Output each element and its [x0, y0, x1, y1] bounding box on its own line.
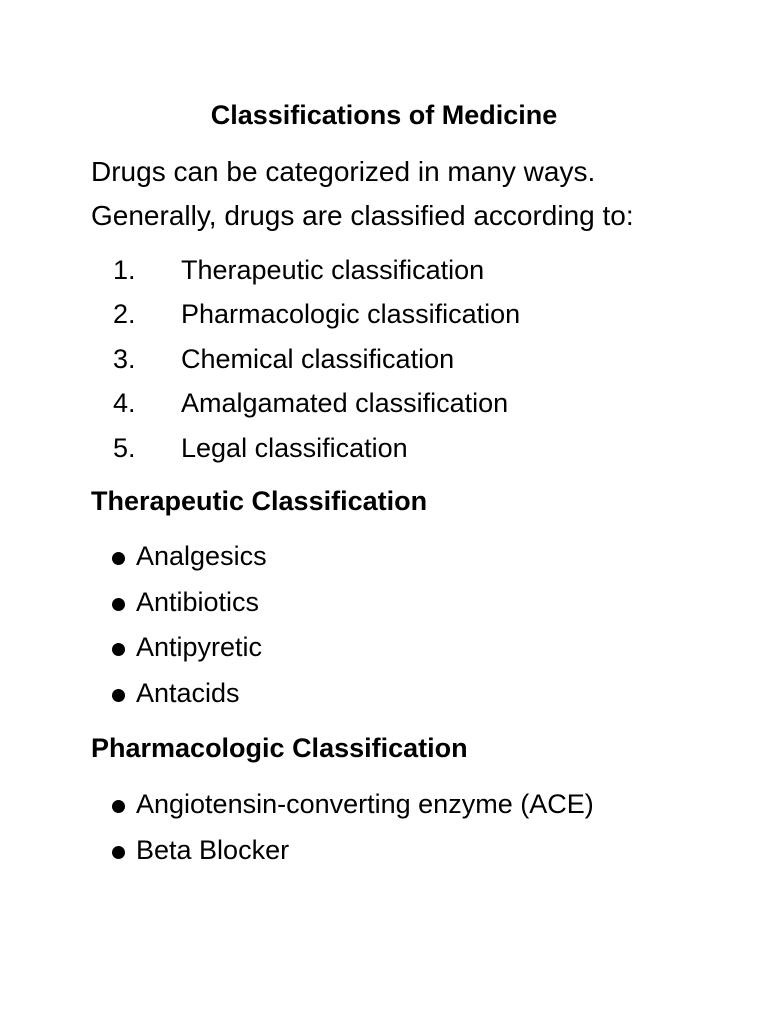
list-item-text: Amalgamated classification [181, 388, 509, 419]
therapeutic-bullet-list [0, 534, 700, 716]
bullet-text: Antibiotics [136, 586, 260, 617]
bullet-text: Beta Blocker [136, 834, 290, 865]
bullet-text: Angiotensin-converting enzyme (ACE) [136, 789, 594, 819]
list-item [0, 292, 700, 336]
list-item-text: Chemical classification [181, 343, 455, 374]
classification-list [0, 248, 700, 470]
list-item [0, 426, 700, 470]
bullet-icon [112, 689, 125, 702]
list-number: 4. [113, 388, 136, 419]
bullet-icon [112, 846, 125, 859]
bullet-icon [112, 800, 125, 813]
list-item [0, 337, 700, 381]
list-number: 5. [113, 432, 136, 463]
bullet-text: Antacids [136, 677, 240, 708]
list-item [0, 381, 700, 425]
intro-paragraph [91, 150, 731, 238]
list-item [0, 248, 700, 292]
list-number: 1. [113, 255, 136, 285]
bullet-item [0, 534, 700, 580]
bullet-item [0, 625, 700, 671]
intro-line: Drugs can be categorized in many ways. [91, 156, 596, 187]
list-item-text: Therapeutic classification [181, 255, 485, 285]
section-heading-therapeutic: Therapeutic Classification [91, 486, 428, 516]
list-item-text: Legal classification [181, 432, 408, 463]
bullet-item [0, 580, 700, 626]
bullet-icon [112, 643, 125, 656]
list-number: 3. [113, 343, 136, 374]
bullet-icon [112, 598, 125, 611]
bullet-icon [112, 552, 125, 565]
bullet-text: Analgesics [136, 541, 267, 571]
intro-line: Generally, drugs are classified according to: [91, 200, 634, 231]
bullet-item [0, 671, 700, 717]
pharmacologic-bullet-list [0, 782, 700, 873]
section-heading-pharmacologic: Pharmacologic Classification [91, 733, 468, 763]
list-number: 2. [113, 299, 136, 330]
page-title: Classifications of Medicine [210, 100, 558, 130]
bullet-item [0, 782, 700, 828]
bullet-item [0, 828, 700, 874]
bullet-text: Antipyretic [136, 632, 263, 662]
list-item-text: Pharmacologic classification [181, 299, 521, 330]
